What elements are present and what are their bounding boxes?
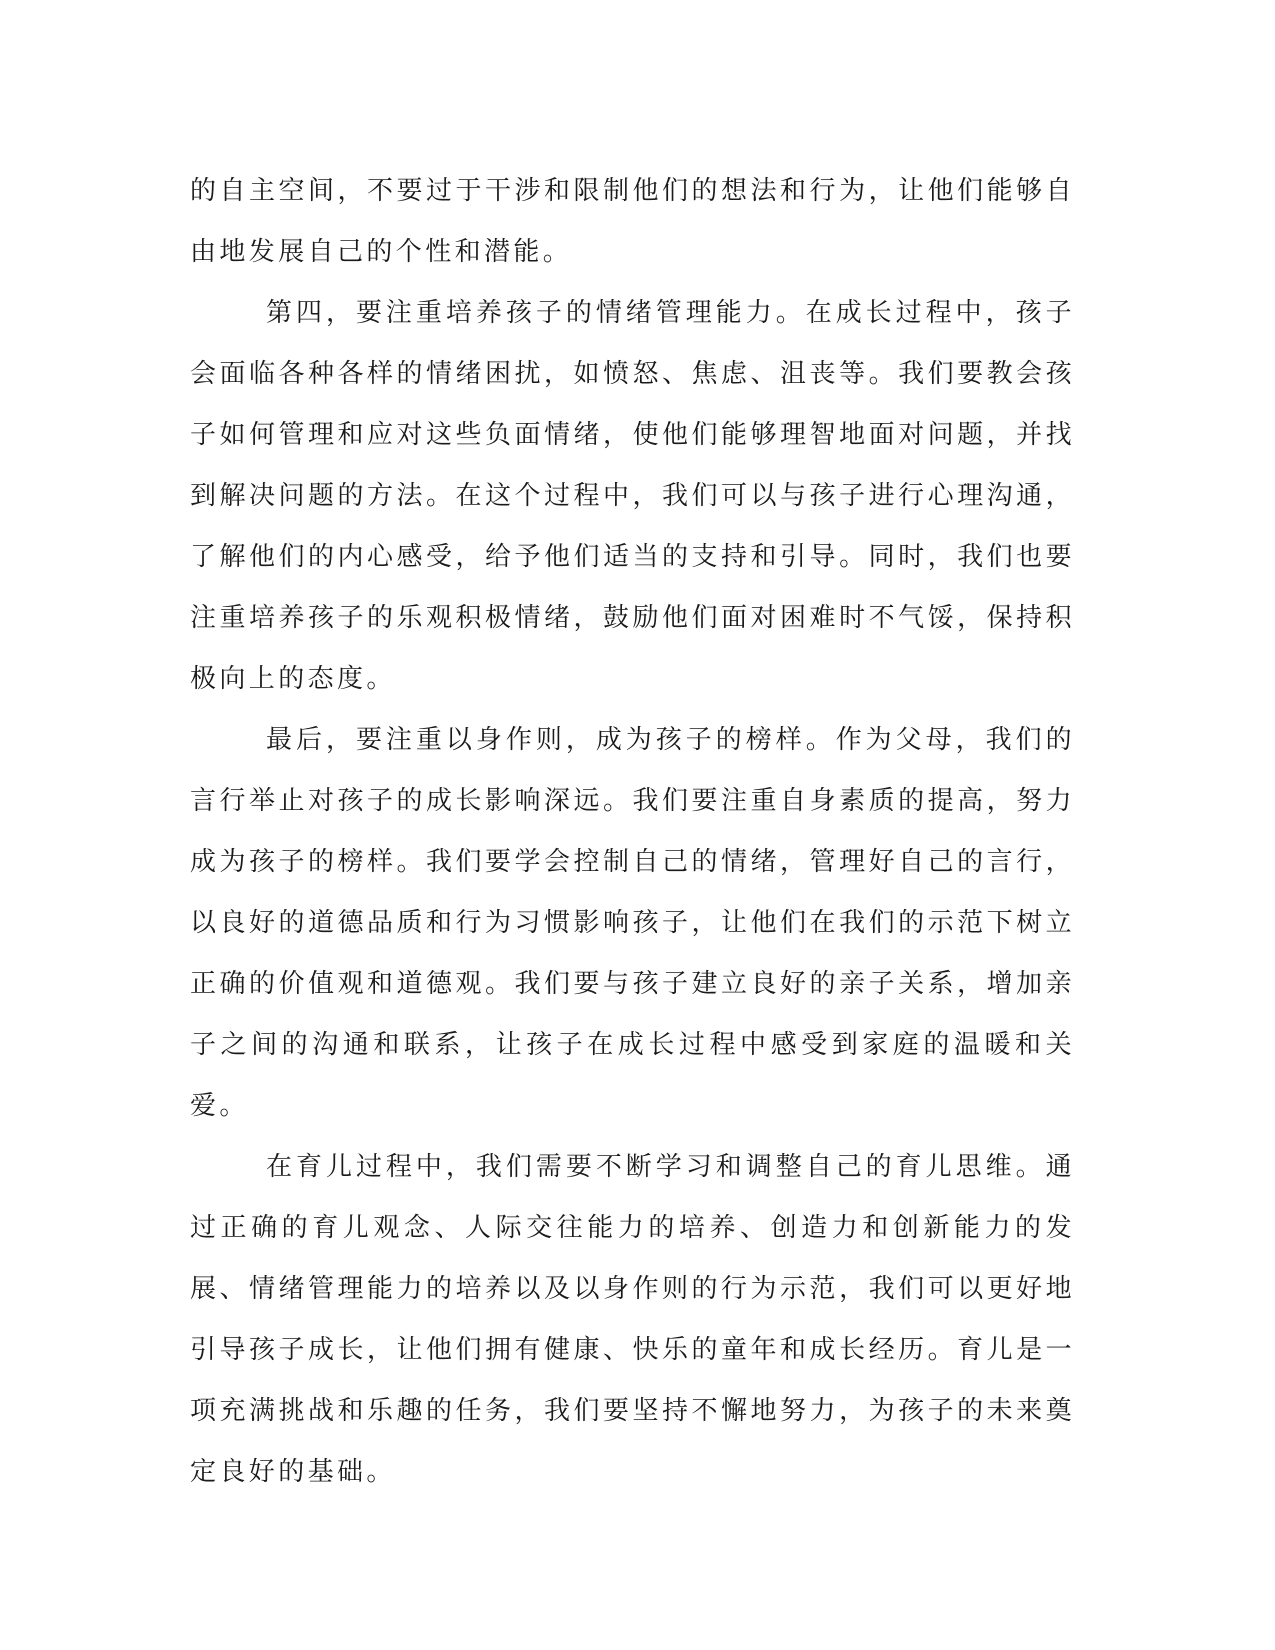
paragraph-emotion-management: 第四，要注重培养孩子的情绪管理能力。在成长过程中，孩子会面临各种各样的情绪困扰，如愤怒、焦虑、沮丧等。我们要教会孩子如何管理和应对这些负面情绪，使他们能够理智地面对问题，并找到解决问题的方法。在这个过程中，我们可以与孩子进行心理沟通，了解他们的内心感受，给予他们适当的支持和引导。同时，我们也要注重培养孩子的乐观积极情绪，鼓励他们面对困难时不气馁，保持积极向上的态度。: [190, 298, 1075, 694]
paragraph-role-model: 最后，要注重以身作则，成为孩子的榜样。作为父母，我们的言行举止对孩子的成长影响深远。我们要注重自身素质的提高，努力成为孩子的榜样。我们要学会控制自己的情绪，管理好自己的言行，以良好的道德品质和行为习惯影响孩子，让他们在我们的示范下树立正确的价值观和道德观。我们要与孩子建立良好的亲子关系，增加亲子之间的沟通和联系，让孩子在成长过程中感受到家庭的温暖和关爱。: [190, 725, 1075, 1121]
document-body: [190, 161, 1075, 1503]
paragraph-conclusion: 在育儿过程中，我们需要不断学习和调整自己的育儿思维。通过正确的育儿观念、人际交往能力的培养、创造力和创新能力的发展、情绪管理能力的培养以及以身作则的行为示范，我们可以更好地引导孩子成长，让他们拥有健康、快乐的童年和成长经历。育儿是一项充满挑战和乐趣的任务，我们要坚持不懈地努力，为孩子的未来奠定良好的基础。: [190, 1152, 1075, 1487]
paragraph-continuation: 的自主空间，不要过于干涉和限制他们的想法和行为，让他们能够自由地发展自己的个性和潜能。: [190, 176, 1075, 267]
